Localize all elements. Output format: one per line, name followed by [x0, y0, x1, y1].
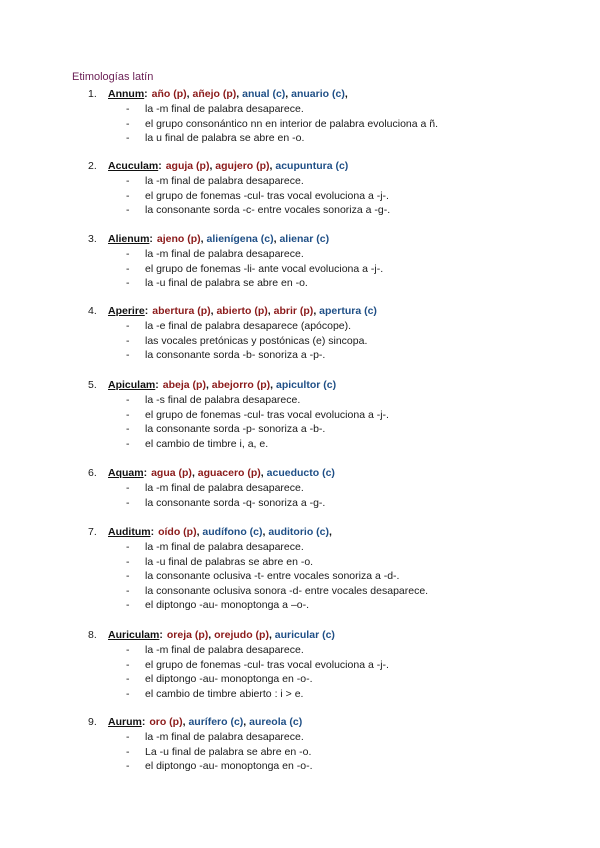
rule-text: la consonante sorda -p- sonoriza a -b-. [145, 423, 326, 436]
rule-item [88, 598, 588, 613]
rule-item [88, 687, 588, 702]
rule-text: el diptongo -au- monoptonga en -o-. [145, 760, 313, 773]
rule-list [88, 481, 588, 510]
bullet-dash: - [126, 599, 130, 612]
entry-heading [88, 627, 588, 643]
rule-text: la -u final de palabras se abre en -o. [145, 555, 314, 568]
popular-derivative: orejudo (p) [214, 629, 269, 641]
rule-text: la -m final de palabra desaparece. [145, 482, 304, 494]
entry-number: 6. [88, 467, 97, 479]
rule-item [88, 348, 588, 363]
popular-derivative: año (p) [151, 88, 187, 100]
popular-derivative: añejo (p) [192, 88, 237, 100]
rule-list [88, 174, 588, 218]
rule-text: el cambio de timbre abierto : i > e. [145, 687, 304, 700]
colon: : [149, 233, 153, 245]
rule-text: la u final de palabra se abre en -o. [145, 132, 305, 145]
rule-item [88, 131, 588, 146]
rule-text: el grupo de fonemas -cul- tras vocal evoluciona a -j-. [145, 189, 389, 202]
rule-item [88, 174, 588, 189]
popular-derivative: abejorro (p) [211, 379, 271, 391]
cultism-derivative: aureola (c) [249, 716, 303, 728]
rule-text: la consonante oclusiva -t- entre vocales sonoriza a -d-. [145, 570, 400, 583]
rule-item [88, 759, 588, 774]
cultism-derivative: acupuntura (c) [275, 160, 349, 172]
bullet-dash: - [126, 555, 130, 568]
rule-item [88, 102, 588, 117]
colon: : [159, 629, 163, 641]
rule-item [88, 203, 588, 218]
entry-number: 1. [88, 88, 97, 100]
comma-separator: , [260, 467, 267, 479]
popular-derivative: abrir (p) [273, 305, 314, 317]
comma-separator: , [209, 160, 216, 172]
rule-item [88, 262, 588, 277]
rule-list [88, 319, 588, 363]
popular-derivative: oreja (p) [166, 629, 209, 641]
cultism-derivative: audífono (c) [202, 526, 263, 538]
rule-text: La -u final de palabra se abre en -o. [145, 745, 312, 758]
rule-text: la -e final de palabra desaparece (apócope). [145, 320, 352, 332]
rule-text: el diptongo -au- monoptonga a –o-. [145, 599, 310, 612]
comma-separator: , [182, 716, 189, 728]
etymology-entry [88, 86, 588, 146]
entry-heading [88, 303, 588, 319]
rule-text: el grupo de fonemas -cul- tras vocal evoluciona a -j-. [145, 658, 389, 671]
cultism-derivative: acueducto (c) [266, 467, 335, 479]
entry-number: 9. [88, 716, 97, 728]
etymology-entry [88, 158, 588, 218]
bullet-dash: - [126, 496, 130, 509]
bullet-dash: - [126, 117, 130, 130]
popular-derivative: agujero (p) [215, 160, 270, 172]
trailing-comma: , [329, 526, 332, 538]
comma-separator: , [285, 88, 292, 100]
entry-number: 3. [88, 233, 97, 245]
rule-text: la -s final de palabra desaparece. [145, 394, 301, 406]
rule-text: la -m final de palabra desaparece. [145, 175, 304, 187]
rule-text: el grupo de fonemas -cul- tras vocal evoluciona a -j-. [145, 408, 389, 421]
cultism-derivative: alienígena (c) [206, 233, 274, 245]
bullet-dash: - [126, 423, 130, 436]
etymology-entry [88, 465, 588, 510]
popular-derivative: agua (p) [151, 467, 192, 479]
comma-separator: , [236, 88, 243, 100]
bullet-dash: - [126, 262, 130, 275]
rule-text: la consonante sorda -c- entre vocales sonoriza a -g-. [145, 204, 391, 217]
rule-item [88, 672, 588, 687]
entry-number: 4. [88, 305, 97, 317]
comma-separator: , [262, 526, 269, 538]
latin-word: Auditum [108, 526, 151, 538]
rule-text: el cambio de timbre i, a, e. [145, 437, 269, 450]
bullet-dash: - [126, 584, 130, 597]
latin-word: Alienum [108, 233, 150, 245]
colon: : [150, 526, 155, 538]
bullet-dash: - [126, 731, 130, 743]
rule-list [88, 247, 588, 291]
popular-derivative: aguacero (p) [197, 467, 261, 479]
rule-list [88, 393, 588, 451]
colon: : [144, 88, 148, 100]
comma-separator: , [186, 88, 193, 100]
rule-item [88, 481, 588, 496]
entry-heading [88, 231, 588, 247]
colon: : [144, 305, 149, 317]
popular-derivative: abierto (p) [216, 305, 268, 317]
bullet-dash: - [126, 745, 130, 758]
rule-text: la -m final de palabra desaparece. [145, 103, 304, 115]
rule-item [88, 319, 588, 334]
etymology-entry [88, 627, 588, 701]
bullet-dash: - [126, 103, 130, 115]
entry-heading [88, 465, 588, 481]
bullet-dash: - [126, 277, 130, 290]
popular-derivative: ajeno (p) [156, 233, 201, 245]
rule-list [88, 730, 588, 774]
comma-separator: , [270, 379, 276, 391]
entry-number: 8. [88, 629, 97, 641]
rule-item [88, 189, 588, 204]
bullet-dash: - [126, 687, 130, 700]
comma-separator: , [243, 716, 250, 728]
latin-word: Aperire [108, 305, 145, 317]
bullet-dash: - [126, 349, 130, 362]
colon: : [155, 379, 159, 391]
colon: : [158, 160, 162, 172]
latin-word: Apiculam [108, 379, 156, 391]
bullet-dash: - [126, 644, 130, 656]
latin-word: Aquam [108, 467, 144, 479]
rule-item [88, 555, 588, 570]
colon: : [141, 716, 146, 728]
comma-separator: , [267, 305, 274, 317]
rule-item [88, 730, 588, 745]
comma-separator: , [191, 467, 198, 479]
cultism-derivative: auditorio (c) [268, 526, 329, 538]
rule-item [88, 584, 588, 599]
bullet-dash: - [126, 760, 130, 773]
rule-item [88, 276, 588, 291]
comma-separator: , [313, 305, 320, 317]
colon: : [143, 467, 148, 479]
etymology-entry [88, 524, 588, 613]
rule-text: la -u final de palabra se abre en -o. [145, 277, 308, 290]
rule-item [88, 569, 588, 584]
bullet-dash: - [126, 570, 130, 583]
popular-derivative: oro (p) [149, 716, 183, 728]
rule-item [88, 540, 588, 555]
rule-item [88, 393, 588, 408]
entry-heading [88, 714, 588, 730]
cultism-derivative: aurífero (c) [188, 716, 244, 728]
rule-text: la consonante oclusiva sonora -d- entre vocales desaparece. [145, 584, 429, 597]
bullet-dash: - [126, 482, 130, 494]
popular-derivative: oído (p) [158, 526, 197, 538]
comma-separator: , [208, 629, 215, 641]
rule-text: el grupo consonántico nn en interior de palabra evoluciona a ñ. [145, 117, 439, 130]
latin-word: Annum [108, 88, 145, 100]
bullet-dash: - [126, 189, 130, 202]
comma-separator: , [196, 526, 203, 538]
entry-heading [88, 158, 588, 174]
comma-separator: , [269, 160, 276, 172]
latin-word: Aurum [108, 716, 142, 728]
rule-text: la -m final de palabra desaparece. [145, 731, 304, 743]
popular-derivative: abertura (p) [152, 305, 211, 317]
rule-text: el grupo de fonemas -li- ante vocal evoluciona a -j-. [145, 262, 384, 275]
bullet-dash: - [126, 132, 130, 145]
rule-item [88, 117, 588, 132]
bullet-dash: - [126, 541, 130, 553]
rule-text: el diptongo -au- monoptonga en -o-. [145, 673, 313, 686]
bullet-dash: - [126, 673, 130, 686]
rule-item [88, 334, 588, 349]
entry-heading [88, 86, 588, 102]
rule-text: la -m final de palabra desaparece. [145, 644, 304, 656]
entry-heading [88, 377, 588, 393]
rule-item [88, 247, 588, 262]
rule-text: la consonante sorda -q- sonoriza a -g-. [145, 496, 326, 509]
cultism-derivative: auricular (c) [274, 629, 335, 641]
popular-derivative: abeja (p) [162, 379, 206, 391]
rule-item [88, 437, 588, 452]
cultism-derivative: apicultor (c) [275, 379, 337, 391]
rule-text: la -m final de palabra desaparece. [145, 541, 304, 553]
rule-item [88, 643, 588, 658]
rule-list [88, 643, 588, 701]
etymology-entry [88, 714, 588, 774]
bullet-dash: - [126, 437, 130, 450]
document-title: Etimologías latín [72, 71, 154, 83]
etymology-entry [88, 303, 588, 363]
comma-separator: , [210, 305, 217, 317]
popular-derivative: aguja (p) [165, 160, 210, 172]
etymology-entry [88, 377, 588, 451]
cultism-derivative: alienar (c) [279, 233, 330, 245]
cultism-derivative: apertura (c) [319, 305, 377, 317]
bullet-dash: - [126, 320, 130, 332]
cultism-derivative: anuario (c) [291, 88, 345, 100]
rule-item [88, 422, 588, 437]
comma-separator: , [273, 233, 280, 245]
rule-text: las vocales pretónicas y postónicas (e) sincopa. [145, 334, 368, 347]
entry-number: 5. [88, 379, 97, 391]
rule-text: la -m final de palabra desaparece. [145, 248, 304, 260]
comma-separator: , [268, 629, 275, 641]
bullet-dash: - [126, 408, 130, 421]
bullet-dash: - [126, 248, 130, 260]
bullet-dash: - [126, 394, 130, 406]
etymology-entry [88, 231, 588, 291]
rule-list [88, 540, 588, 613]
latin-word: Auriculam [108, 629, 160, 641]
entry-heading [88, 524, 588, 540]
comma-separator: , [205, 379, 212, 391]
rule-item [88, 658, 588, 673]
comma-separator: , [200, 233, 207, 245]
rule-item [88, 745, 588, 760]
bullet-dash: - [126, 204, 130, 217]
rule-item [88, 408, 588, 423]
rule-text: la consonante sorda -b- sonoriza a -p-. [145, 349, 326, 362]
rule-item [88, 496, 588, 511]
latin-word: Acuculam [108, 160, 159, 172]
bullet-dash: - [126, 334, 130, 347]
bullet-dash: - [126, 175, 130, 187]
rule-list [88, 102, 588, 146]
entry-number: 2. [88, 160, 97, 172]
bullet-dash: - [126, 658, 130, 671]
entry-number: 7. [88, 526, 97, 538]
cultism-derivative: anual (c) [242, 88, 286, 100]
trailing-comma: , [344, 88, 348, 100]
